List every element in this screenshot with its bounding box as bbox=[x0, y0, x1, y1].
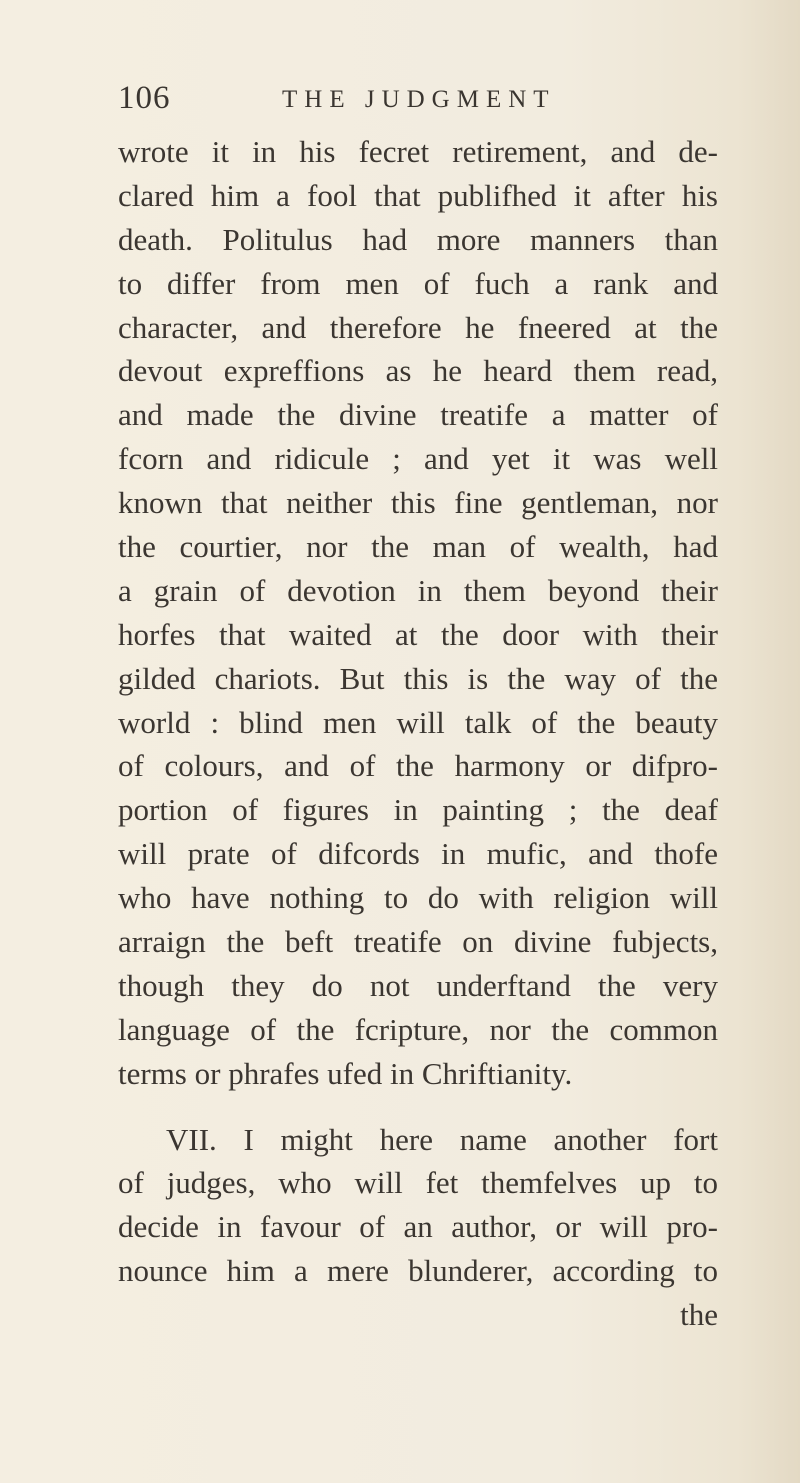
text-line: decide in favour of an author, or will pro- bbox=[118, 1209, 718, 1245]
paragraph bbox=[118, 130, 718, 1096]
text-line: clared him a fool that publifhed it after his bbox=[118, 177, 718, 213]
text-line: death. Politulus had more manners than bbox=[118, 221, 718, 257]
text-line: wrote it in his fecret retirement, and de- bbox=[118, 134, 718, 169]
text-line: who have nothing to do with religion will bbox=[118, 880, 718, 916]
text-line: the courtier, nor the man of wealth, had bbox=[118, 529, 718, 565]
text-line: known that neither this fine gentleman, nor bbox=[118, 485, 718, 521]
text-line: to differ from men of fuch a rank and bbox=[118, 265, 718, 301]
text-line: will prate of difcords in mufic, and thofe bbox=[118, 836, 718, 872]
text-line: gilded chariots. But this is the way of the bbox=[118, 660, 718, 696]
text-line: and made the divine treatife a matter of bbox=[118, 397, 718, 433]
text-line: portion of figures in painting ; the deaf bbox=[118, 792, 718, 828]
paragraph-gap bbox=[118, 1096, 718, 1118]
running-head: THE JUDGMENT bbox=[282, 86, 556, 113]
text-line: fcorn and ridicule ; and yet it was well bbox=[118, 441, 718, 477]
paragraph bbox=[118, 1118, 718, 1294]
page-header bbox=[118, 80, 678, 120]
text-line: world : blind men will talk of the beauty bbox=[118, 704, 718, 740]
text-line: though they do not underftand the very bbox=[118, 967, 718, 1003]
body-text bbox=[118, 130, 718, 1337]
text-line: of colours, and of the harmony or difpro- bbox=[118, 748, 718, 784]
text-line: language of the fcripture, nor the common bbox=[118, 1011, 718, 1047]
text-line: devout expreffions as he heard them read, bbox=[118, 353, 718, 389]
text-line: arraign the beft treatife on divine fubjects, bbox=[118, 924, 718, 960]
text-line: VII. I might here name another fort bbox=[166, 1121, 718, 1157]
text-line: terms or phrafes ufed in Chriftianity. bbox=[118, 1055, 573, 1091]
text-line: horfes that waited at the door with their bbox=[118, 616, 718, 652]
catchword: the bbox=[680, 1297, 718, 1333]
text-line: nounce him a mere blunderer, according to bbox=[118, 1253, 718, 1289]
page-number: 106 bbox=[118, 80, 171, 116]
text-line: character, and therefore he fneered at the bbox=[118, 309, 718, 345]
text-line: a grain of devotion in them beyond their bbox=[118, 572, 718, 608]
text-line: of judges, who will fet themfelves up to bbox=[118, 1165, 718, 1201]
